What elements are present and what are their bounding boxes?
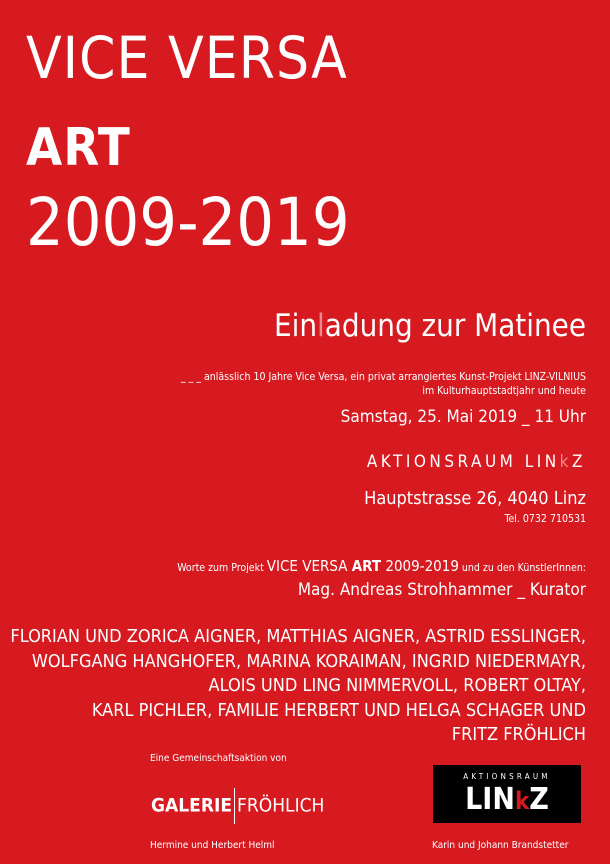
intro-line-2: im Kulturhauptstadtjahr und heute	[422, 385, 586, 397]
title-vice-versa: VICE VERSA	[26, 24, 348, 92]
logo-lin: LIN	[465, 782, 515, 817]
artists-list	[10, 625, 586, 748]
froehlich-word: FRÖHLICH	[237, 794, 325, 817]
artists-line: ALOIS UND LING NIMMERVOLL, ROBERT OLTAY,	[208, 675, 586, 696]
gemeinschaft-label: Eine Gemeinschaftsaktion von	[150, 753, 287, 764]
intro-line-1-text: anlässlich 10 Jahre Vice Versa, ein privat arrangiertes Kunst-Projekt LINZ-VILNIUS	[200, 371, 586, 383]
invitation-accent-letter: l	[317, 308, 325, 344]
speaker-name: Mag. Andreas Strohhammer _ Kurator	[297, 580, 586, 600]
invitation-rest: adung zur Matinee	[324, 308, 586, 344]
intro-text	[181, 370, 586, 398]
event-date: Samstag, 25. Mai 2019 _ 11 Uhr	[340, 407, 586, 427]
event-address: Hauptstrasse 26, 4040 Linz	[364, 488, 586, 509]
logo-main-text	[433, 783, 581, 818]
speech-project-b: ART	[351, 557, 382, 575]
speech-project-c: 2009-2019	[381, 557, 459, 575]
artists-line: KARL PICHLER, FAMILIE HERBERT UND HELGA SCHAGER UND	[91, 699, 586, 721]
intro-line-1	[181, 370, 586, 384]
event-venue	[367, 452, 586, 472]
speech-project-a: VICE VERSA	[266, 557, 352, 575]
aktionsraum-linkz-logo	[433, 765, 581, 823]
event-telephone: Tel. 0732 710531	[504, 513, 586, 525]
hosts-left: Hermine und Herbert Helml	[150, 840, 275, 851]
speech-lead: Worte zum Projekt	[177, 562, 267, 574]
logo-z: Z	[529, 782, 549, 817]
logo-divider	[234, 788, 235, 824]
artists-line: FRITZ FRÖHLICH	[451, 724, 586, 745]
artists-line: FLORIAN UND ZORICA AIGNER, MATTHIAS AIGNER, ASTRID ESSLINGER,	[10, 626, 586, 647]
speech-trail: und zu den KünstlerInnen:	[458, 562, 586, 574]
speech-intro	[177, 557, 586, 575]
galerie-froehlich-logo	[151, 788, 324, 824]
intro-dashes: _ _ _	[180, 371, 201, 383]
logo-top-text: AKTIONSRAUM	[463, 772, 551, 781]
venue-main: AKTIONSRAUM LIN	[366, 452, 560, 472]
hosts-right: Karin und Johann Brandstetter	[432, 840, 569, 851]
invitation-heading	[274, 308, 586, 344]
venue-k: k	[559, 452, 573, 472]
title-art: ART	[26, 118, 131, 178]
invitation-prefix: Ein	[273, 308, 318, 344]
venue-end: Z	[572, 452, 586, 472]
galerie-word: GALERIE	[151, 794, 233, 817]
artists-line: WOLFGANG HANGHOFER, MARINA KORAIMAN, INGRID NIEDERMAYR,	[31, 650, 586, 672]
title-years: 2009-2019	[26, 184, 350, 261]
logo-k: k	[514, 787, 530, 815]
